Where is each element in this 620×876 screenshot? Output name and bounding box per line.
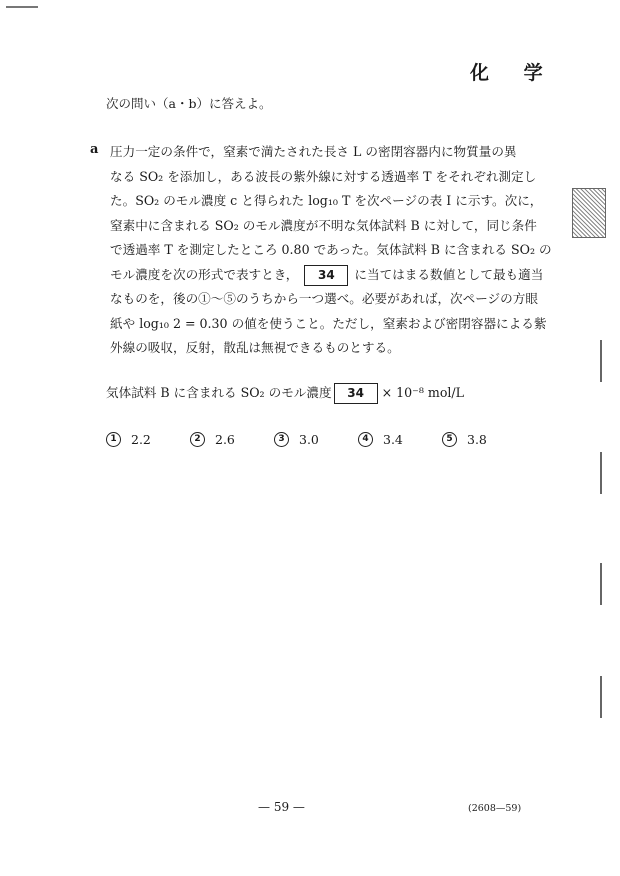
circled-number-icon: 2 bbox=[190, 432, 205, 447]
margin-mark bbox=[600, 563, 602, 605]
circled-number-icon: 4 bbox=[358, 432, 373, 447]
formula-prefix: 気体試料 B に含まれる SO₂ のモル濃度 bbox=[106, 385, 332, 400]
line-text: に当てはまる数値として最も適当 bbox=[354, 266, 544, 282]
circled-number-icon: 3 bbox=[274, 432, 289, 447]
page-code: (2608—59) bbox=[468, 803, 522, 814]
paragraph-line: 窒素中に含まれる SO₂ のモル濃度が不明な気体試料 B に対して，同じ条件 bbox=[110, 217, 537, 233]
option-value: 3.8 bbox=[467, 432, 487, 447]
page-number: — 59 — bbox=[258, 800, 305, 814]
circled-number-icon: 1 bbox=[106, 432, 121, 447]
paragraph-line: 紙や log₁₀ 2 = 0.30 の値を使うこと。ただし，窒素および密閉容器による紫 bbox=[110, 315, 547, 331]
paragraph-line: なる SO₂ を添加し，ある波長の紫外線に対する透過率 T をそれぞれ測定し bbox=[110, 168, 537, 184]
section-index-tab bbox=[572, 188, 606, 238]
line-text: モル濃度を次の形式で表すとき， bbox=[110, 266, 299, 282]
paragraph-line: なものを，後の①～⑤のうちから一つ選べ。必要があれば，次ページの方眼 bbox=[110, 291, 538, 306]
option-value: 3.4 bbox=[383, 432, 403, 447]
option-value: 2.6 bbox=[215, 432, 235, 447]
formula-answer-box: 34 bbox=[334, 383, 378, 404]
answer-box-34: 34 bbox=[304, 265, 348, 286]
corner-crop-mark bbox=[6, 6, 38, 8]
option-2[interactable] bbox=[190, 432, 274, 447]
paragraph-line-with-box bbox=[110, 263, 544, 288]
margin-mark bbox=[600, 676, 602, 718]
paragraph-line: 圧力一定の条件で，窒素で満たされた長さ L の密閉容器内に物質量の異 bbox=[110, 144, 517, 159]
option-value: 2.2 bbox=[131, 432, 151, 447]
circled-number-icon: 5 bbox=[442, 432, 457, 447]
answer-options bbox=[106, 432, 526, 447]
option-1[interactable] bbox=[106, 432, 190, 447]
paragraph-line: た。SO₂ のモル濃度 c と得られた log₁₀ T を次ページの表 I に示す。次に， bbox=[110, 193, 543, 208]
paragraph-line: で透過率 T を測定したところ 0.80 であった。気体試料 B に含まれる SO₂ の bbox=[110, 242, 552, 257]
concentration-formula bbox=[106, 382, 464, 404]
margin-mark bbox=[600, 340, 602, 382]
question-intro: 次の問い（a・b）に答えよ。 bbox=[106, 96, 272, 111]
option-value: 3.0 bbox=[299, 432, 319, 447]
option-5[interactable] bbox=[442, 432, 526, 447]
formula-suffix: × 10⁻⁸ mol/L bbox=[381, 385, 465, 400]
option-3[interactable] bbox=[274, 432, 358, 447]
option-4[interactable] bbox=[358, 432, 442, 447]
question-a-paragraph bbox=[110, 140, 552, 361]
subject-header: 化 学 bbox=[470, 62, 557, 84]
margin-mark bbox=[600, 452, 602, 494]
paragraph-line: 外線の吸収，反射，散乱は無視できるものとする。 bbox=[110, 340, 400, 355]
item-label-a: a bbox=[90, 142, 99, 157]
